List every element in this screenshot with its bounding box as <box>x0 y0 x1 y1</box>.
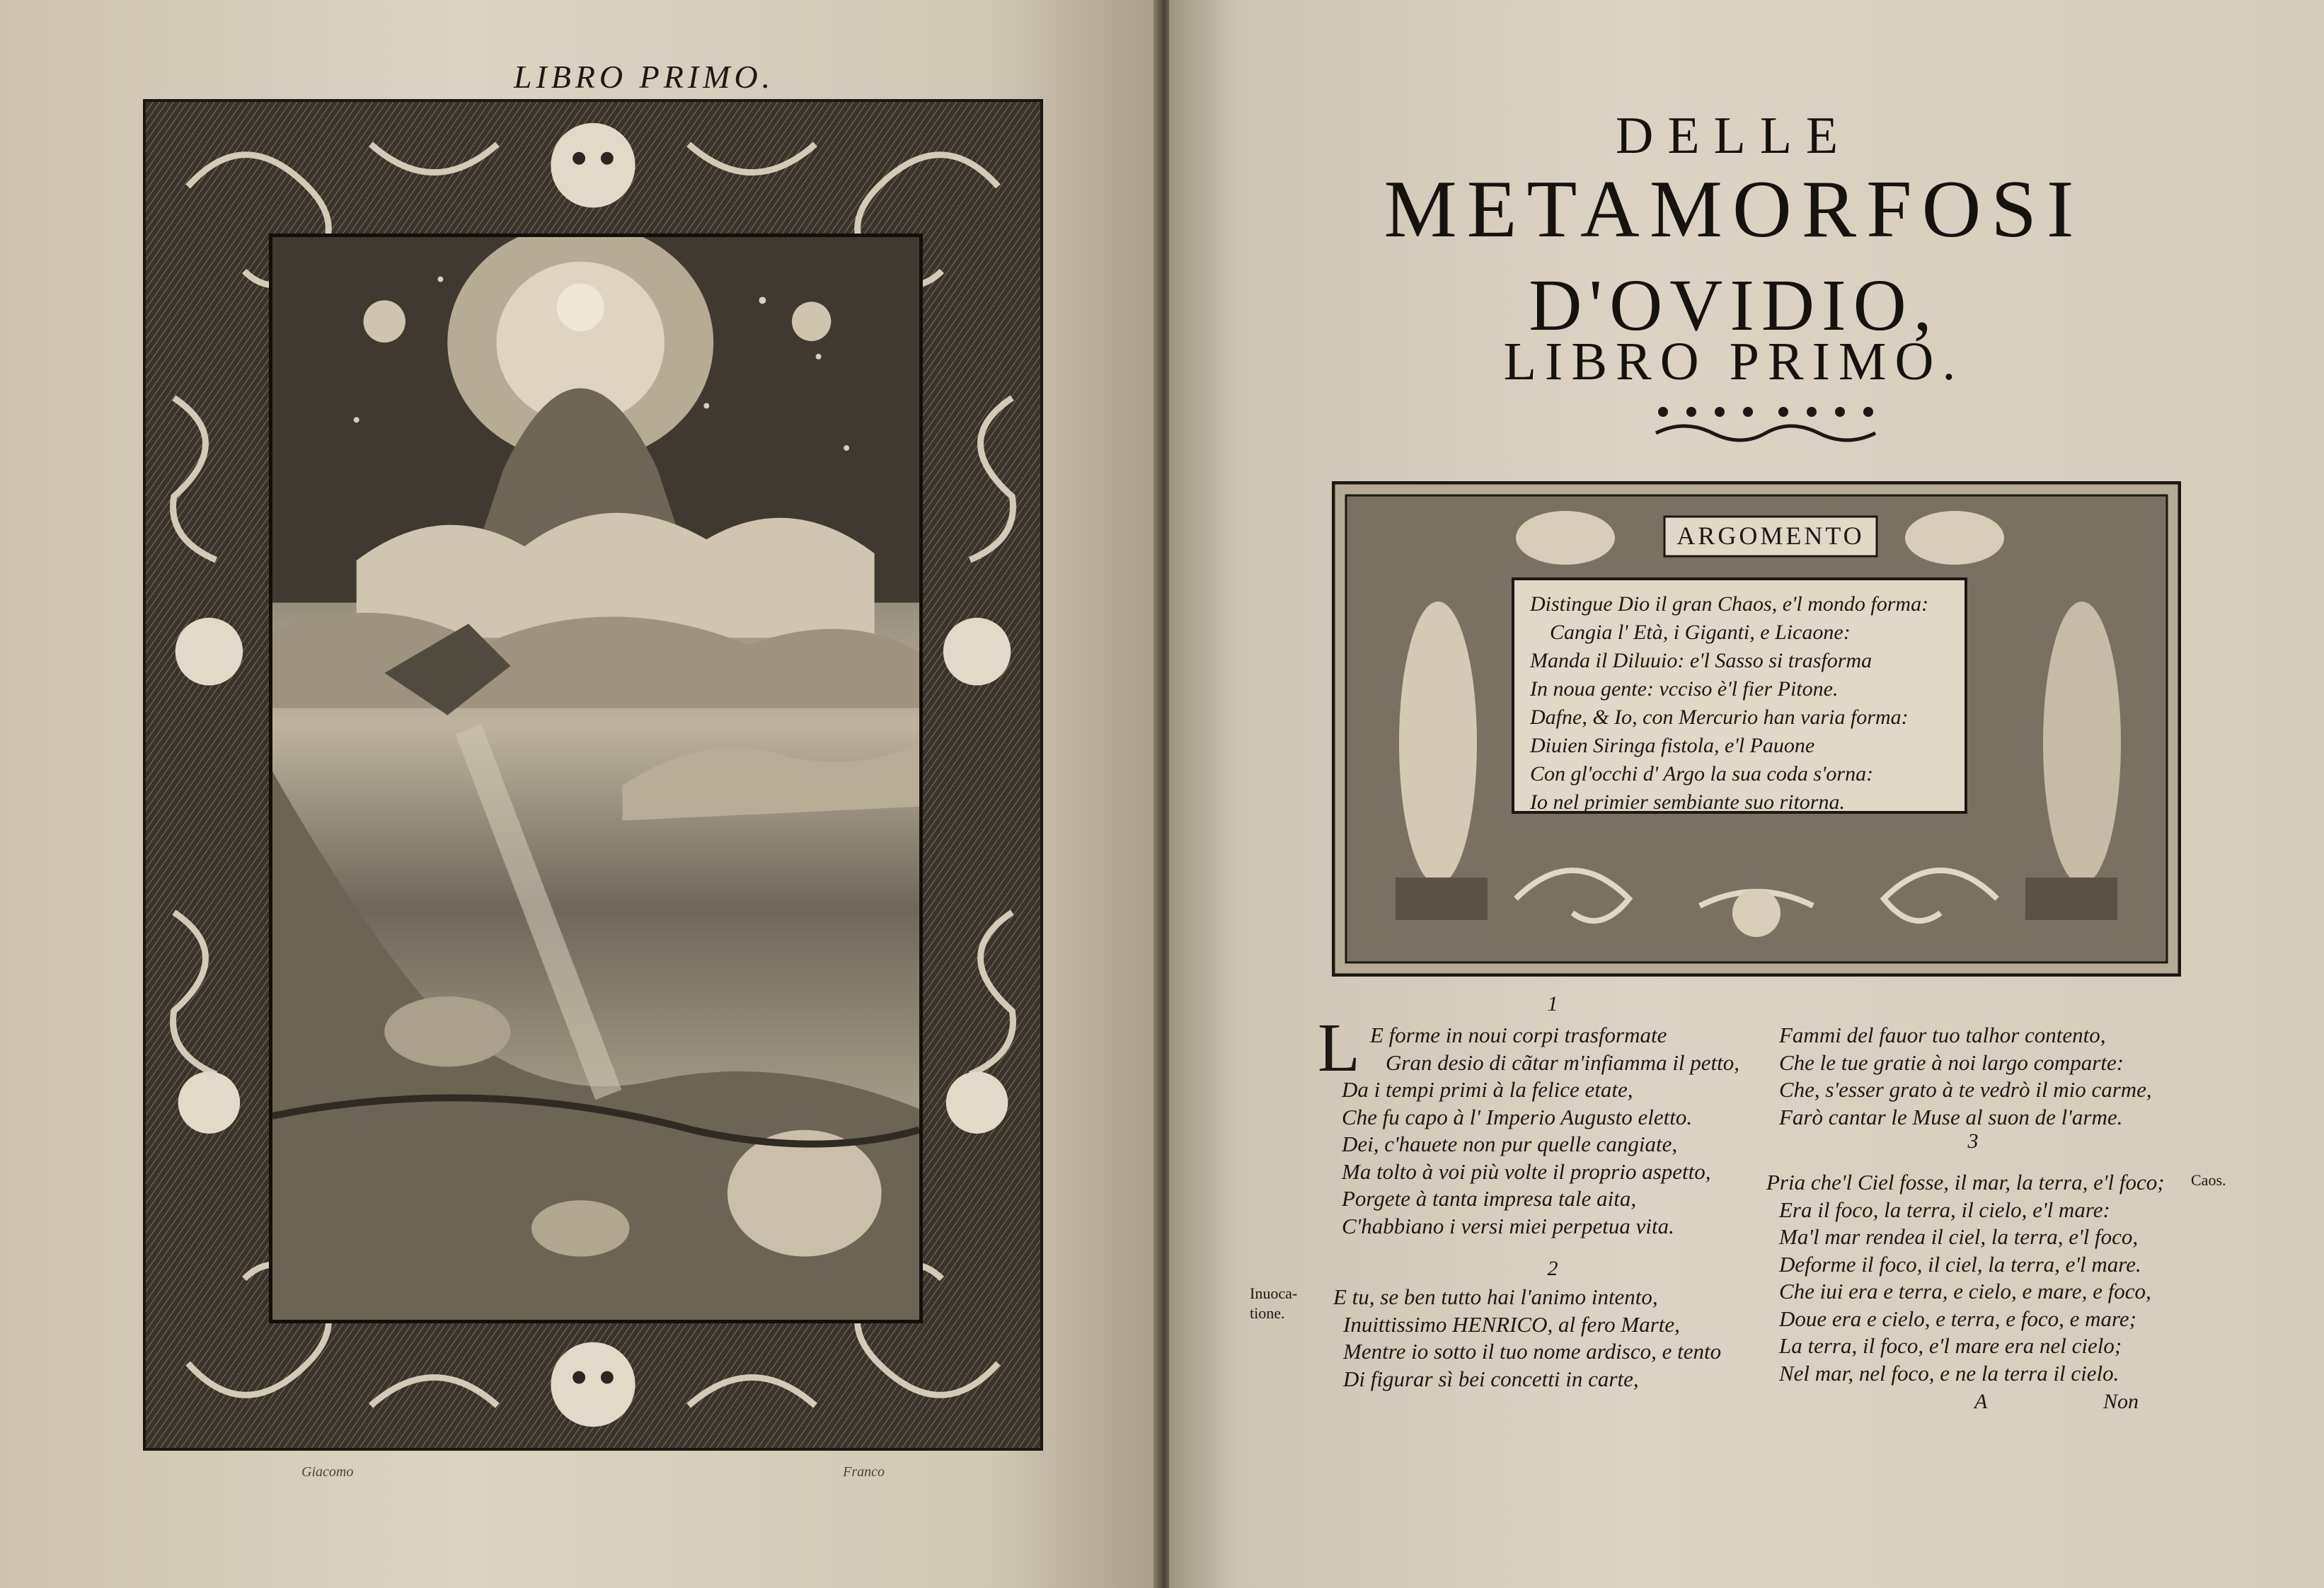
verse-line: Che le tue gratie à noi largo comparte: <box>1779 1049 2124 1075</box>
verse-line: Che, s'esser grato à te vedrò il mio carme, <box>1779 1077 2152 1102</box>
drop-cap: L <box>1318 1010 1360 1086</box>
verse-line: Dei, c'hauete non pur quelle cangiate, <box>1342 1132 1678 1156</box>
verse-line: Inuittissimo HENRICO, al fero Marte, <box>1343 1311 1680 1337</box>
title-line-3: D'OVIDIO, <box>1529 265 1939 346</box>
verse-line: Farò cantar le Muse al suon de l'arme. <box>1779 1104 2123 1129</box>
margin-note-chaos <box>2191 1170 2226 1190</box>
verse-line: Mentre io sotto il tuo nome ardisco, e tento <box>1343 1339 1722 1364</box>
stanza-1 <box>1342 1022 1740 1240</box>
verse-line: C'habbiano i versi miei perpetua vita. <box>1342 1213 1674 1238</box>
stanza-number: 1 <box>1547 992 1558 1015</box>
verse-line: Ma'l mar rendea il ciel, la terra, e'l foco, <box>1779 1224 2139 1249</box>
frontispiece-engraving <box>143 99 1043 1480</box>
verse-line: Ma tolto à voi più volte il proprio aspetto, <box>1342 1158 1711 1184</box>
verse-line: Deforme il foco, il ciel, la terra, e'l mare. <box>1779 1251 2141 1277</box>
margin-note-invocation <box>1250 1284 1297 1323</box>
verse-line: E forme in noui corpi trasformate <box>1370 1023 1667 1047</box>
catchword: Non <box>2103 1390 2139 1413</box>
argomento-line: Manda il Diluuio: e'l Sasso si trasforma <box>1530 649 1873 672</box>
verse-line: Che iui era e terra, e cielo, e mare, e foco, <box>1779 1279 2151 1304</box>
argomento-label: ARGOMENTO <box>1676 522 1865 550</box>
verse-line: Doue era e cielo, e terra, e foco, e mare; <box>1779 1306 2137 1331</box>
margin-note-line: Inuoca- <box>1250 1284 1298 1302</box>
verse-line: Da i tempi primi à la felice etate, <box>1342 1077 1633 1102</box>
verse-line: Fammi del fauor tuo talhor contento, <box>1779 1023 2106 1047</box>
verse-line: Nel mar, nel foco, e ne la terra il cielo. <box>1779 1360 2119 1386</box>
title-line-4: LIBRO PRIMO. <box>1503 332 1965 391</box>
stanza-number: 2 <box>1547 1257 1558 1280</box>
verse-line: Gran desio di cãtar m'infiamma il petto, <box>1386 1049 1740 1075</box>
engraver-name-left: Giacomo <box>301 1464 354 1480</box>
verse-line: Pria che'l Ciel fosse, il mar, la terra, e'l foco; <box>1766 1170 2165 1195</box>
argomento-line: Distingue Dio il gran Chaos, e'l mondo forma: <box>1530 592 1929 616</box>
stanza-3 <box>1766 1169 2165 1387</box>
argomento-text <box>1513 579 1966 814</box>
margin-note-line: tione. <box>1250 1304 1285 1322</box>
stanza-2-part-2 <box>1779 1022 2152 1131</box>
argomento-line: Io nel primier sembiante suo ritorna. <box>1530 790 1845 814</box>
running-head: LIBRO PRIMO. <box>513 59 775 95</box>
verse-line: Porgete à tanta impresa tale aita, <box>1342 1186 1637 1211</box>
signature-mark: A <box>1974 1390 1988 1413</box>
argomento-line: Cangia l' Età, i Giganti, e Licaone: <box>1550 621 1851 644</box>
argomento-line: Diuien Siringa fistola, e'l Pauone <box>1530 734 1815 757</box>
verse-line: E tu, se ben tutto hai l'animo intento, <box>1333 1284 1658 1309</box>
verse-line: Era il foco, la terra, il cielo, e'l mare: <box>1779 1197 2110 1222</box>
verse-line: Di figurar sì bei concetti in carte, <box>1343 1366 1639 1391</box>
argomento-line: In noua gente: vcciso è'l fier Pitone. <box>1530 677 1839 701</box>
title-line-2: METAMORFOSI <box>1384 164 2084 255</box>
fleuron-ornament-icon <box>1649 402 1882 444</box>
engraver-name-right: Franco <box>843 1464 885 1480</box>
verse-line: La terra, il foco, e'l mare era nel cielo; <box>1779 1333 2122 1358</box>
creation-scene <box>269 234 923 1323</box>
argomento-cartouche <box>1332 481 2181 977</box>
stanza-number: 3 <box>1967 1129 1979 1153</box>
margin-note-line: Caos. <box>2191 1171 2226 1189</box>
argomento-line: Con gl'occhi d' Argo la sua coda s'orna: <box>1530 762 1874 786</box>
verse-line: Che fu capo à l' Imperio Augusto eletto. <box>1342 1104 1693 1129</box>
argomento-line: Dafne, & Io, con Mercurio han varia forma: <box>1530 706 1909 729</box>
title-line-1: DELLE <box>1615 107 1853 165</box>
stanza-2-part-1 <box>1333 1284 1721 1393</box>
creation-scene-icon <box>272 237 919 1320</box>
left-page <box>0 0 1161 1588</box>
